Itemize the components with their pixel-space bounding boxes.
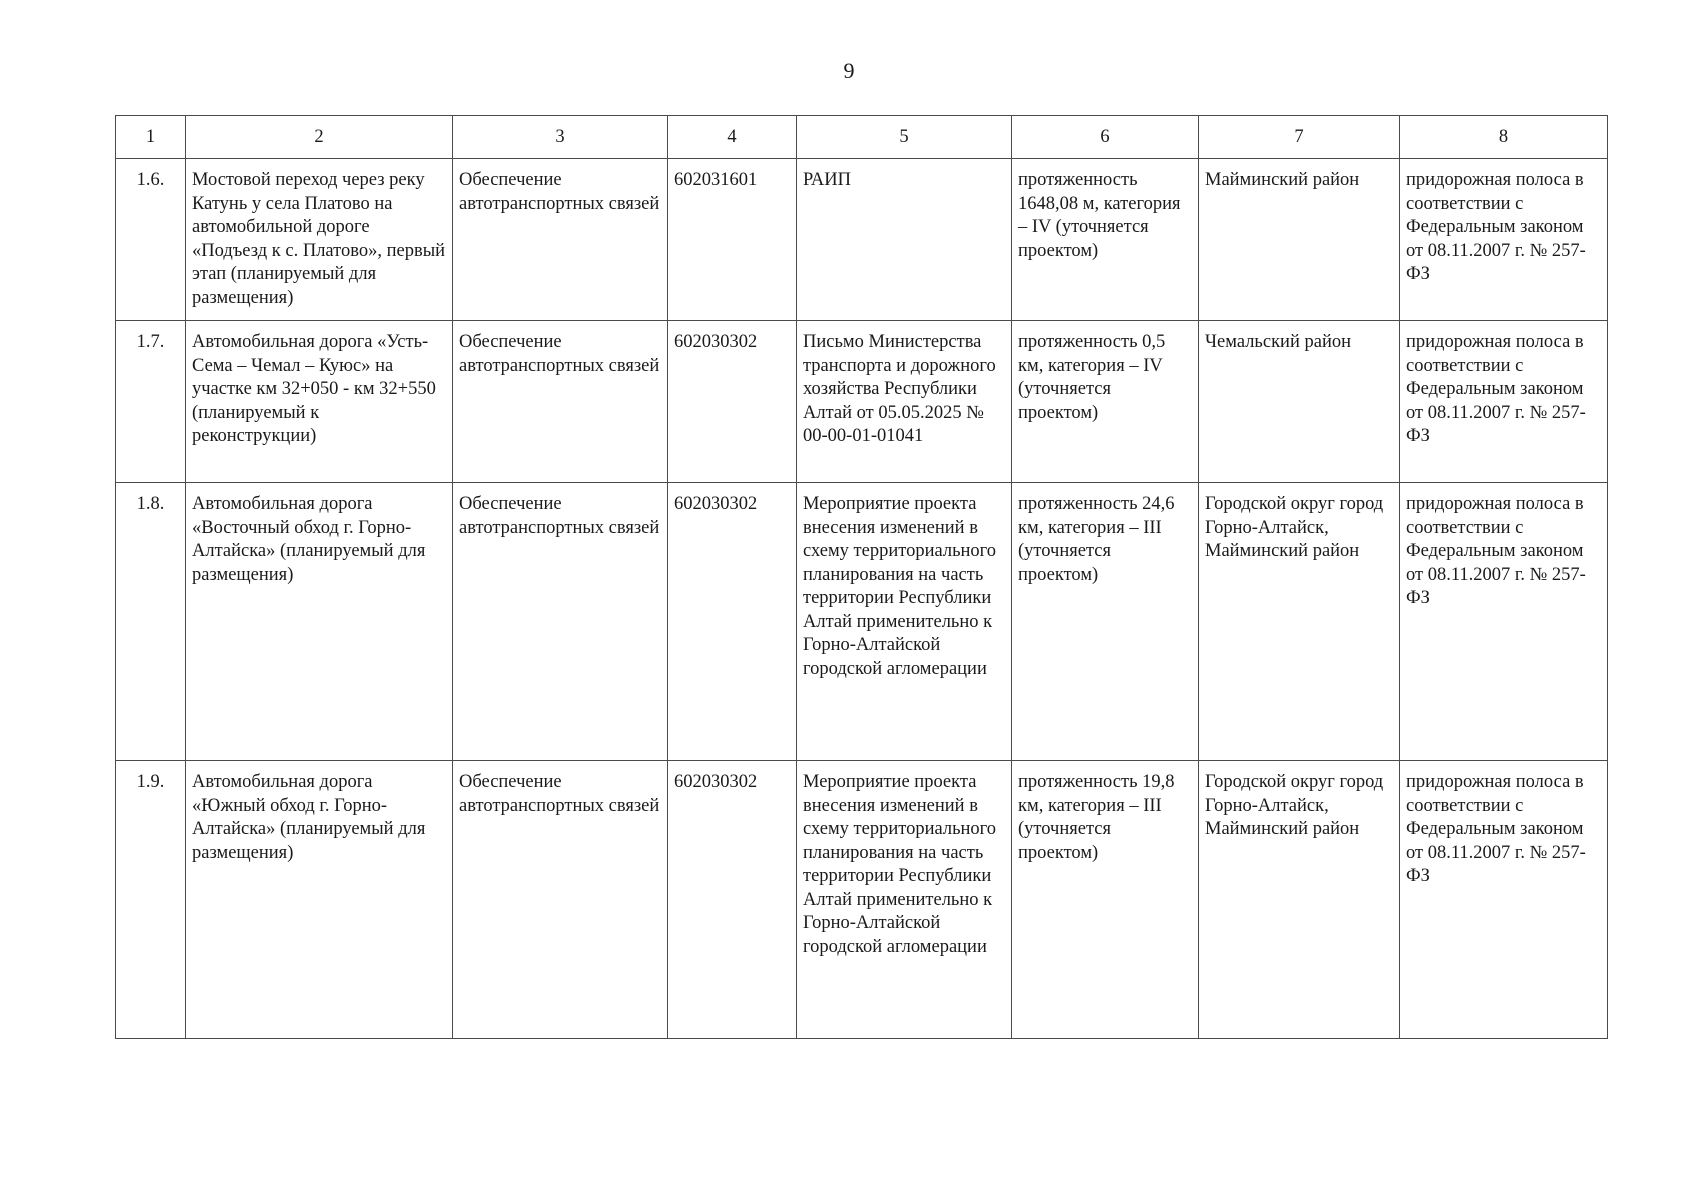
row-number: 1.6. — [116, 159, 186, 321]
object-location: Городской округ город Горно-Алтайск, Майминский район — [1199, 761, 1400, 1039]
row-number: 1.8. — [116, 483, 186, 761]
object-code: 602030302 — [668, 483, 797, 761]
object-location: Чемальский район — [1199, 321, 1400, 483]
object-zone: придорожная полоса в соответствии с Федеральным законом от 08.11.2007 г. № 257-ФЗ — [1400, 321, 1608, 483]
column-header: 5 — [797, 116, 1012, 159]
object-code: 602030302 — [668, 761, 797, 1039]
object-location: Городской округ город Горно-Алтайск, Майминский район — [1199, 483, 1400, 761]
object-name: Мостовой переход через реку Катунь у села Платово на автомобильной дороге «Подъезд к с. Платово», первый этап (планируемый для размещения) — [186, 159, 453, 321]
column-header: 4 — [668, 116, 797, 159]
object-characteristics: протяженность 19,8 км, категория – III (уточняется проектом) — [1012, 761, 1199, 1039]
table-header-row — [116, 116, 1608, 159]
object-characteristics: протяженность 1648,08 м, категория – IV (уточняется проектом) — [1012, 159, 1199, 321]
object-name: Автомобильная дорога «Южный обход г. Горно-Алтайска» (планируемый для размещения) — [186, 761, 453, 1039]
object-basis: РАИП — [797, 159, 1012, 321]
table-row — [116, 159, 1608, 321]
column-header: 3 — [453, 116, 668, 159]
object-location: Майминский район — [1199, 159, 1400, 321]
object-code: 602031601 — [668, 159, 797, 321]
object-zone: придорожная полоса в соответствии с Федеральным законом от 08.11.2007 г. № 257-ФЗ — [1400, 761, 1608, 1039]
objects-table — [115, 115, 1608, 1039]
object-characteristics: протяженность 0,5 км, категория – IV (уточняется проектом) — [1012, 321, 1199, 483]
object-characteristics: протяженность 24,6 км, категория – III (уточняется проектом) — [1012, 483, 1199, 761]
object-name: Автомобильная дорога «Восточный обход г. Горно-Алтайска» (планируемый для размещения) — [186, 483, 453, 761]
page-number: 9 — [843, 58, 855, 83]
row-number: 1.9. — [116, 761, 186, 1039]
column-header: 6 — [1012, 116, 1199, 159]
object-code: 602030302 — [668, 321, 797, 483]
table-row — [116, 761, 1608, 1039]
object-purpose: Обеспечение автотранспортных связей — [453, 321, 668, 483]
object-zone: придорожная полоса в соответствии с Федеральным законом от 08.11.2007 г. № 257-ФЗ — [1400, 483, 1608, 761]
column-header: 1 — [116, 116, 186, 159]
column-header: 2 — [186, 116, 453, 159]
object-basis: Мероприятие проекта внесения изменений в схему территориального планирования на часть территории Республики Алтай применительно к Горно-Алтайской городской агломерации — [797, 483, 1012, 761]
object-basis: Мероприятие проекта внесения изменений в схему территориального планирования на часть территории Республики Алтай применительно к Горно-Алтайской городской агломерации — [797, 761, 1012, 1039]
table-row — [116, 483, 1608, 761]
object-zone: придорожная полоса в соответствии с Федеральным законом от 08.11.2007 г. № 257-ФЗ — [1400, 159, 1608, 321]
object-purpose: Обеспечение автотранспортных связей — [453, 761, 668, 1039]
object-name: Автомобильная дорога «Усть-Сема – Чемал – Куюс» на участке км 32+050 - км 32+550 (планируемый к реконструкции) — [186, 321, 453, 483]
table-row — [116, 321, 1608, 483]
object-basis: Письмо Министерства транспорта и дорожного хозяйства Республики Алтай от 05.05.2025 № 00-00-01-01041 — [797, 321, 1012, 483]
column-header: 7 — [1199, 116, 1400, 159]
object-purpose: Обеспечение автотранспортных связей — [453, 159, 668, 321]
object-purpose: Обеспечение автотранспортных связей — [453, 483, 668, 761]
column-header: 8 — [1400, 116, 1608, 159]
row-number: 1.7. — [116, 321, 186, 483]
